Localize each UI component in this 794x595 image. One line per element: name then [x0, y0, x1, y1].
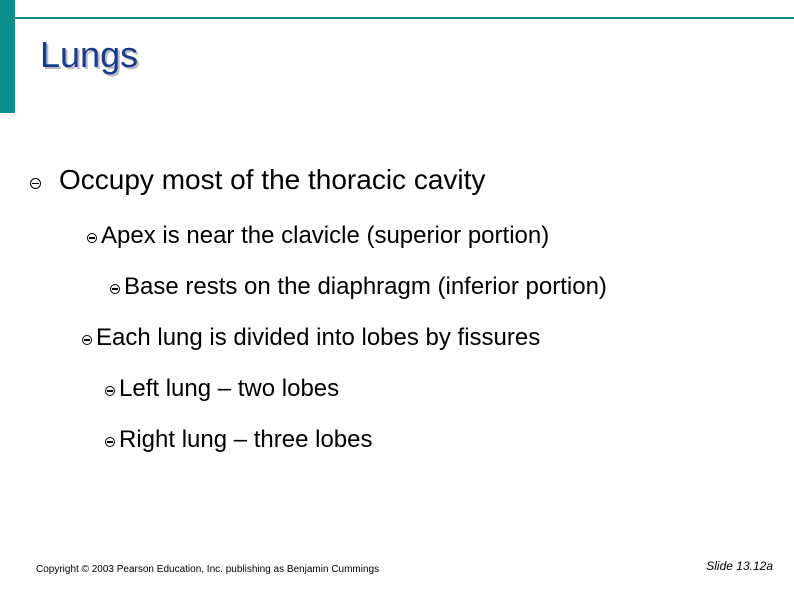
bullet-icon [105, 386, 115, 396]
slide-number: Slide 13.12a [706, 559, 773, 573]
bullet-text: Right lung – three lobes [119, 426, 373, 453]
bullet-text: Apex is near the clavicle (superior portion) [101, 222, 550, 249]
bullet-text: Left lung – two lobes [119, 375, 340, 402]
accent-bar [0, 0, 15, 113]
bullet-item [105, 374, 339, 404]
top-rule [15, 17, 794, 19]
copyright-text: Copyright © 2003 Pearson Education, Inc. publishing as Benjamin Cummings [36, 564, 380, 575]
bullet-icon [110, 284, 120, 294]
bullet-item [105, 425, 373, 455]
bullet-icon [105, 437, 115, 447]
bullet-icon [87, 233, 97, 243]
bullet-item [87, 221, 549, 251]
bullet-text: Base rests on the diaphragm (inferior portion) [124, 273, 607, 300]
bullet-text: Occupy most of the thoracic cavity [59, 164, 486, 195]
bullet-item [30, 163, 485, 197]
bullet-item [110, 272, 607, 302]
bullet-icon [30, 178, 41, 189]
slide-title: Lungs [40, 34, 139, 75]
bullet-icon [82, 335, 92, 345]
bullet-item [82, 323, 540, 353]
bullet-text: Each lung is divided into lobes by fissures [96, 324, 541, 351]
